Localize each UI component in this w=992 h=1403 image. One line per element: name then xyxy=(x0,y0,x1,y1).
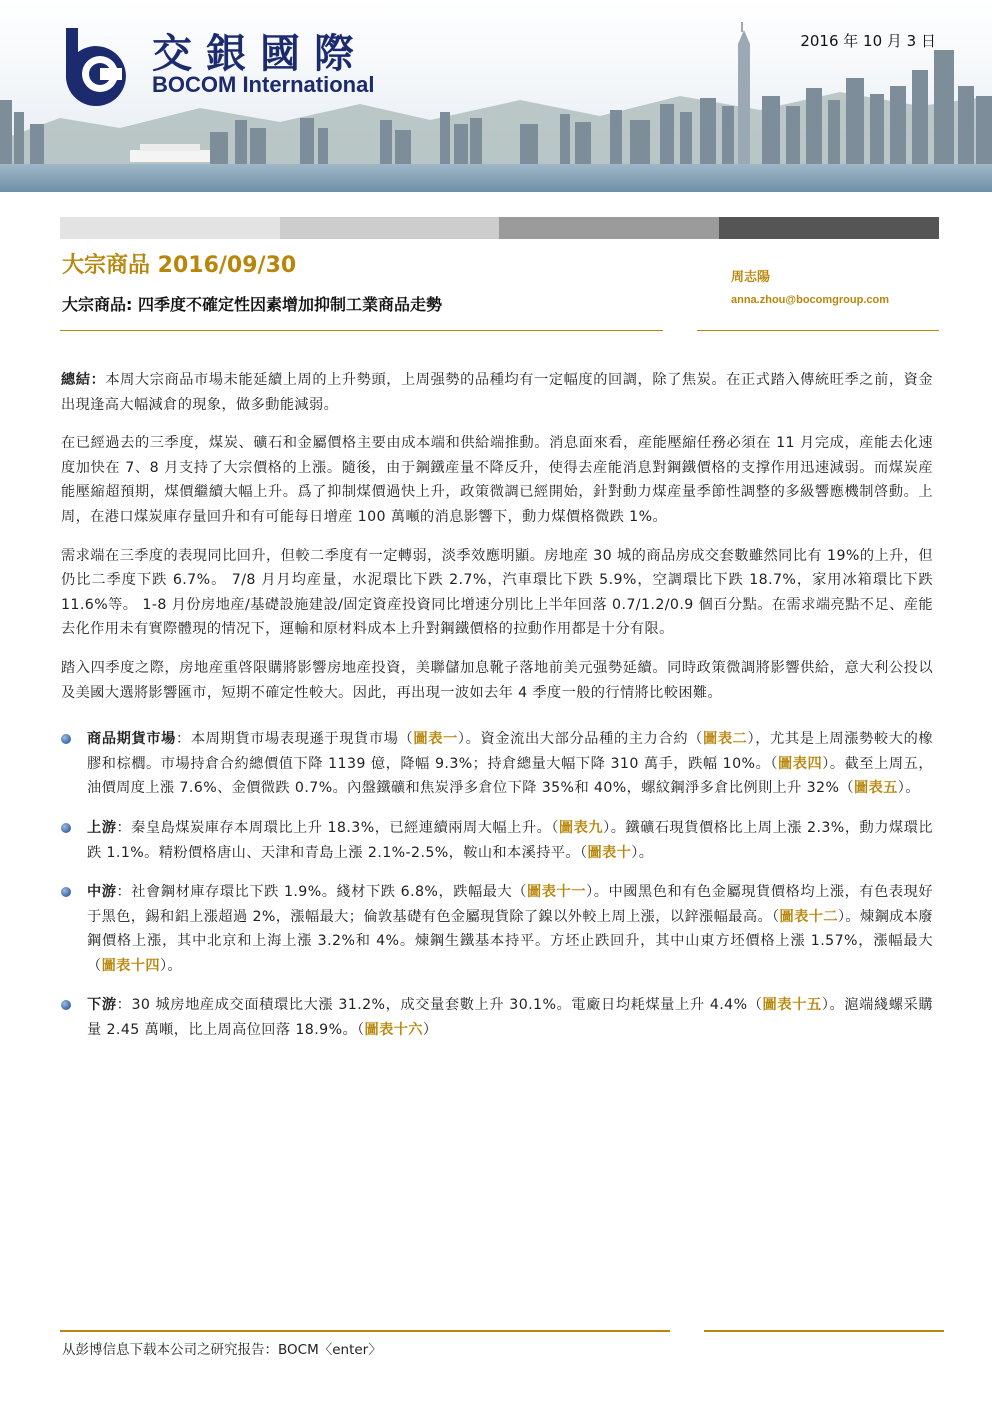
bullet-text: ） xyxy=(422,1022,438,1039)
footer-divider-right xyxy=(704,1330,944,1332)
report-body xyxy=(61,368,933,1058)
figure-reference-link[interactable]: 圖表一 xyxy=(413,731,458,748)
summary-label: 總結： xyxy=(61,372,106,388)
report-header xyxy=(0,0,992,192)
report-subtitle: 大宗商品: 四季度不確定性因素增加抑制工業商品走勢 xyxy=(62,295,442,314)
bullet-text: ），尤其是上周漲勢較大的橡膠和棕櫚。市場持倉合約總價值下降 1139 億，降幅 9.3%；持倉總量大幅下降 310 萬手，跌幅 10%。（ xyxy=(87,731,934,772)
bullet-text: ）。滬端綫螺采購量 2.45 萬噸，比上周高位回落 18.9%。（ xyxy=(87,997,933,1039)
bullet-text: ：社會鋼材庫存環比下跌 1.9%。綫材下跌 6.8%，跌幅最大（ xyxy=(116,884,528,901)
bullet-dot-icon xyxy=(61,1000,71,1010)
bar-mid-light xyxy=(280,217,499,239)
bullet-text: ）。煉鋼成本廢鋼價格上漲，其中北京和上海上漲 3.2%和 4%。煉鋼生鐵基本持平。方坯止跌回升，其中山東方坯價格上漲 1.57%，漲幅最大（ xyxy=(87,908,933,974)
figure-reference-link[interactable]: 圖表十一 xyxy=(527,884,587,901)
bullet-list xyxy=(61,727,933,1043)
figure-reference-link[interactable]: 圖表九 xyxy=(558,819,604,836)
bullet-item xyxy=(61,727,933,801)
bar-mid-dark xyxy=(499,217,719,239)
bullet-label: 商品期貨市場 xyxy=(87,731,177,748)
hong-kong-skyline-banner xyxy=(0,0,992,192)
footer-divider-left xyxy=(60,1330,670,1332)
bullet-item xyxy=(61,816,933,865)
title-divider xyxy=(60,330,663,331)
bullet-dot-icon xyxy=(61,887,71,897)
bullet-text: ：本周期貨市場表現遜于現貨市場（ xyxy=(176,731,414,748)
bullet-text: ：秦皇島煤炭庫存本周環比上升 18.3%，已經連續兩周大幅上升。（ xyxy=(116,819,559,836)
figure-reference-link[interactable]: 圖表二 xyxy=(702,731,748,748)
figure-reference-link[interactable]: 圖表十五 xyxy=(762,997,822,1014)
bullet-text: ）。 xyxy=(897,780,920,797)
summary-paragraph xyxy=(61,368,933,417)
bullet-dot-icon xyxy=(61,734,71,744)
author-divider xyxy=(697,330,939,331)
figure-reference-link[interactable]: 圖表十四 xyxy=(101,957,160,974)
footer-note: 从彭博信息下载本公司之研究报告：BOCM〈enter〉 xyxy=(62,1342,382,1358)
bullet-label: 中游 xyxy=(87,884,117,901)
bullet-text: ）。鐵礦石現貨價格比上周上漲 2.3%，動力煤環比跌 1.1%。精粉價格唐山、天津和青島上漲 2.1%-2.5%，鞍山和本溪持平。（ xyxy=(87,819,933,861)
bullet-text: ）。 xyxy=(631,844,654,861)
body-paragraph: 需求端在三季度的表現同比回升，但較二季度有一定轉弱，淡季效應明顯。房地産 30 城的商品房成交套數雖然同比有 19%的上升，但仍比二季度下跌 6.7%。 7/8 月月均産量，水泥環比下跌 2.7%，汽車環比下跌 5.9%，空調環比下跌 18.7%，家用冰箱環比下跌 11.6%等。 1-8 月份房地産/基礎設施建設/固定資産投資同比增速分別比上半年回落 0.7/1.2/0.9 個百分點。在需求端亮點不足、産能去化作用未有實際體現的情况下，運輸和原材料成本上升對鋼鐵價格的拉動作用都是十分有限。 xyxy=(61,547,933,638)
figure-reference-link[interactable]: 圖表十六 xyxy=(364,1022,423,1039)
logo-chinese-name: 交銀國際 xyxy=(152,30,368,77)
bullet-text: ）。中國黑色和有色金屬現貨價格均上漲，有色表現好于黑色，錫和鋁上漲超過 2%，漲幅最大；倫敦基礎有色金屬現貨除了鎳以外較上周上漲，以鋅漲幅最高。（ xyxy=(87,884,933,925)
bullet-text: ）。資金流出大部分品種的主力合約（ xyxy=(457,731,703,748)
body-paragraph: 踏入四季度之際，房地産重啓限購將影響房地産投資，美聯儲加息靴子落地前美元强勢延續。同時政策微調將影響供給，意大利公投以及美國大選將影響匯市，短期不確定性較大。因此，再出現一波如去年 4 季度一般的行情將比較困難。 xyxy=(61,659,933,701)
figure-reference-link[interactable]: 圖表十 xyxy=(587,844,632,861)
summary-text: 本周大宗商品市場未能延續上周的上升勢頭，上周强勢的品種均有一定幅度的回調，除了焦炭。在正式踏入傳統旺季之前，資金出現逢高大幅減倉的現象，做多動能減弱。 xyxy=(61,372,934,413)
author-name: 周志陽 xyxy=(731,270,771,285)
author-email[interactable]: anna.zhou@bocomgroup.com xyxy=(731,294,890,306)
bar-light xyxy=(60,217,280,239)
figure-reference-link[interactable]: 圖表十二 xyxy=(779,908,838,925)
report-date: 2016 年 10 月 3 日 xyxy=(800,32,936,50)
decorative-gradient-bars xyxy=(60,217,939,239)
figure-reference-link[interactable]: 圖表五 xyxy=(853,780,898,797)
bullet-label: 上游 xyxy=(87,819,117,836)
bullet-text: ）。截至上周五，油價周度上漲 7.6%、金價微跌 0.7%。內盤鐵礦和焦炭淨多倉位下降 35%和 40%，螺紋鋼淨多倉比例則上升 32%（ xyxy=(87,755,934,797)
logo-english-name: BOCOM International xyxy=(152,72,375,97)
bullet-item xyxy=(61,993,933,1042)
bocom-logo-icon xyxy=(56,24,142,106)
bullet-label: 下游 xyxy=(87,997,117,1014)
bullet-dot-icon xyxy=(61,823,71,833)
section-title: 大宗商品 2016/09/30 xyxy=(62,253,297,278)
body-paragraph: 在已經過去的三季度，煤炭、礦石和金屬價格主要由成本端和供給端推動。消息面來看，産能壓縮任務必須在 11 月完成，産能去化速度加快在 7、8 月支持了大宗價格的上漲。隨後，由于鋼鐵産量不降反升，使得去産能消息對鋼鐵價格的支撑作用迅速減弱。而煤炭産能壓縮超預期，煤價繼續大幅上升。爲了抑制煤價過快上升，政策微調已經開始，針對動力煤産量季節性調整的多級響應機制啓動。上周，在港口煤炭庫存量回升和有可能每日增産 100 萬噸的消息影響下，動力煤價格微跌 1%。 xyxy=(61,435,933,525)
figure-reference-link[interactable]: 圖表四 xyxy=(777,755,823,772)
bullet-text: ）。 xyxy=(159,957,183,974)
bar-dark xyxy=(719,217,939,239)
bullet-item xyxy=(61,880,933,978)
bullet-text: ：30 城房地産成交面積環比大漲 31.2%，成交量套數上升 30.1%。電廠日均耗煤量上升 4.4%（ xyxy=(116,997,763,1014)
